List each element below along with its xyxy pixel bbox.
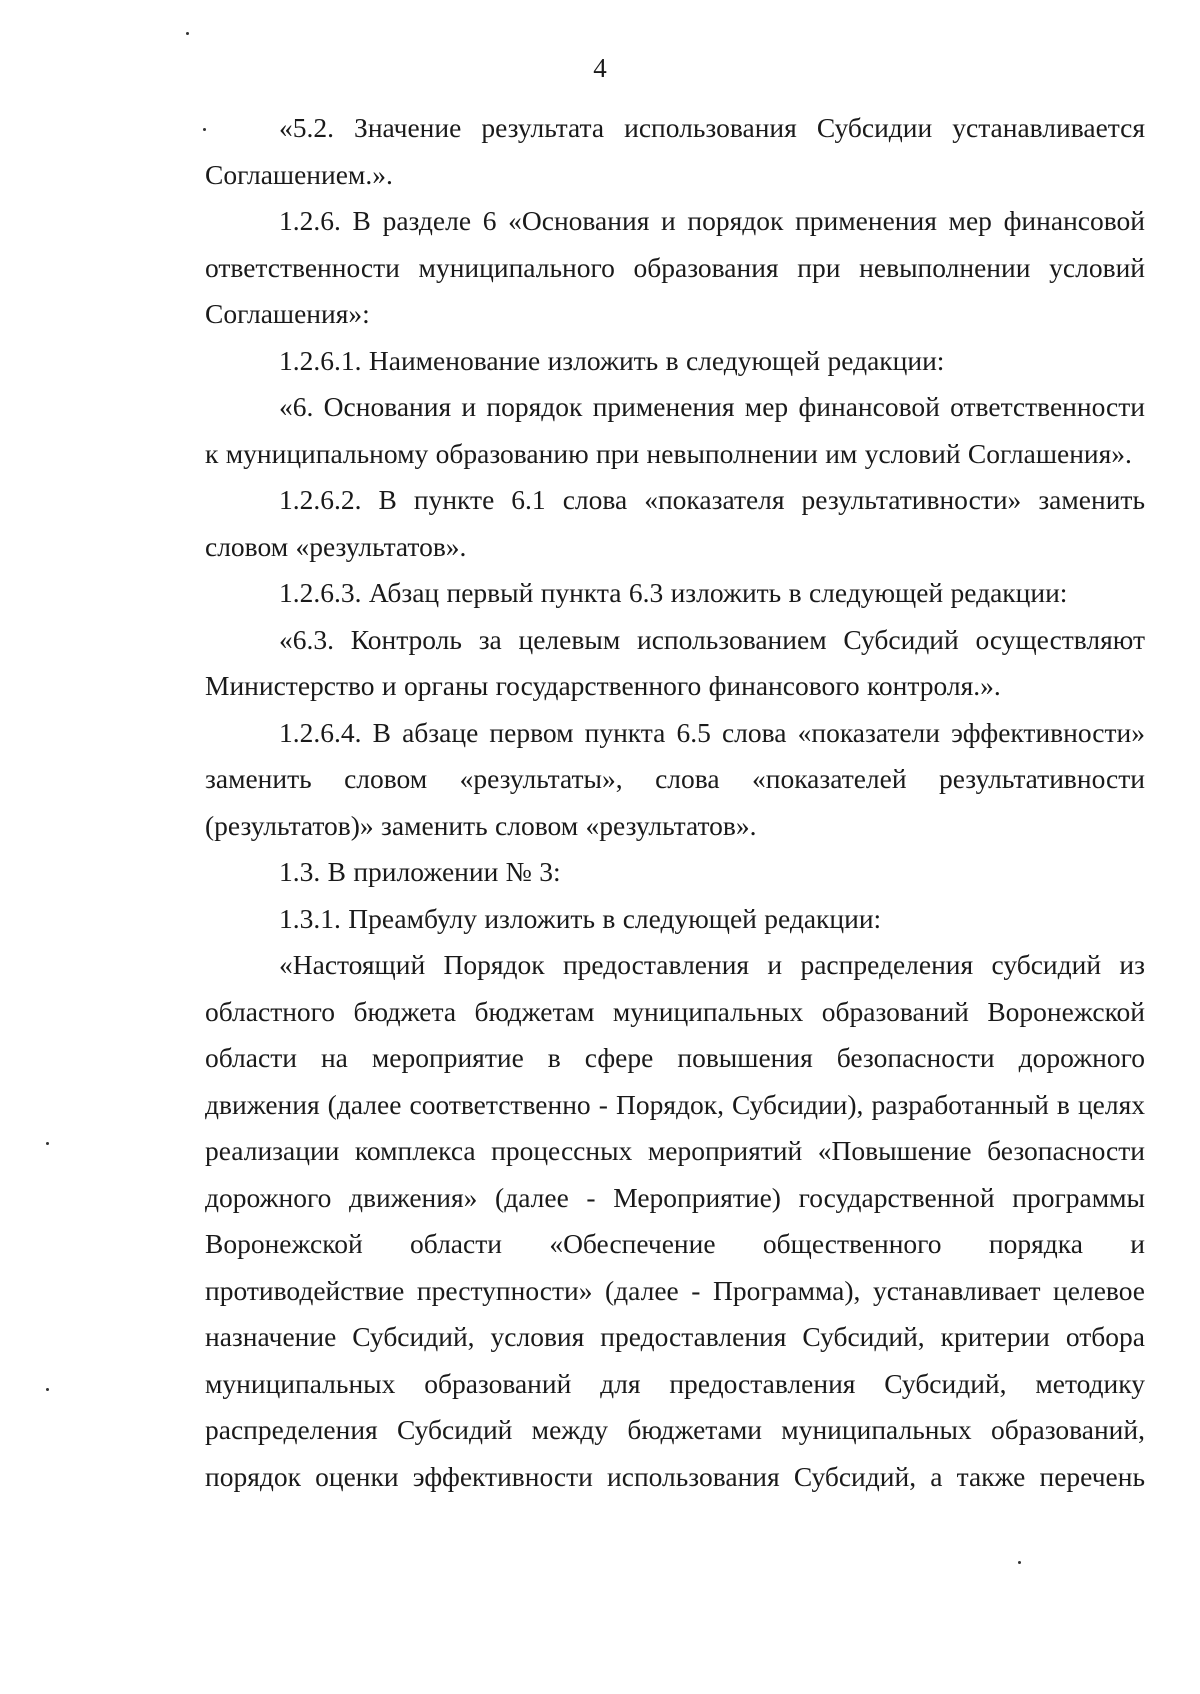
scan-speck bbox=[46, 1388, 49, 1391]
scan-speck bbox=[186, 32, 189, 35]
scan-speck bbox=[1018, 1561, 1021, 1564]
page-number: 4 bbox=[593, 53, 607, 83]
scan-speck bbox=[203, 128, 206, 131]
paragraph-1-2-6-3: 1.2.6.3. Абзац первый пункта 6.3 изложить в следующей редакции: bbox=[279, 577, 1068, 608]
paragraph-1-2-6: 1.2.6. В разделе 6 «Основания и порядок применения мер финансовой ответственности муниципального образования при невыполнении условий Соглашения»: bbox=[205, 205, 1145, 329]
paragraph-6-title-quote: «6. Основания и порядок применения мер финансовой ответственности к муниципальному образованию при невыполнении им условий Соглашения». bbox=[205, 391, 1145, 469]
paragraph-preamble-quote: «Настоящий Порядок предоставления и распределения субсидий из областного бюджета бюджетам муниципальных образований Воронежской области на мероприятие в сфере повышения безопасности дорожного движения (далее соответственно - Порядок, Субсидии), разработанный в целях реализации комплекса процессных мероприятий «Повышение безопасности дорожного движения» (далее - Мероприятие) государственной программы Воронежской области «Обеспечение общественного порядка и противодействие преступности» (далее - Программа), устанавливает целевое назначение Субсидий, условия предоставления Субсидий, критерии отбора муниципальных образований для предоставления Субсидий, методику распределения Субсидий между бюджетами муниципальных образований, порядок оценки эффективности использования Субсидий, а также перечень bbox=[205, 949, 1145, 1492]
paragraph-6-3-quote: «6.3. Контроль за целевым использованием Субсидий осуществляют Министерство и органы государственного финансового контроля.». bbox=[205, 623, 1145, 701]
paragraph-1-2-6-1: 1.2.6.1. Наименование изложить в следующей редакции: bbox=[279, 344, 945, 376]
paragraph-1-2-6-2: 1.2.6.2. В пункте 6.1 слова «показателя результативности» заменить словом «результатов». bbox=[205, 484, 1145, 562]
paragraph-1-3: 1.3. В приложении № 3: bbox=[279, 856, 561, 887]
paragraph-5-2-quote: «5.2. Значение результата использования Субсидии устанавливается Соглашением.». bbox=[205, 112, 1145, 190]
paragraph-1-2-6-4: 1.2.6.4. В абзаце первом пункта 6.5 слова «показатели эффективности» заменить словом «результаты», слова «показателей результативности (результатов)» заменить словом «результатов». bbox=[205, 716, 1145, 841]
paragraph-1-3-1: 1.3.1. Преамбулу изложить в следующей редакции: bbox=[279, 902, 882, 934]
scan-speck bbox=[46, 1142, 49, 1145]
document-body bbox=[205, 105, 1145, 1500]
